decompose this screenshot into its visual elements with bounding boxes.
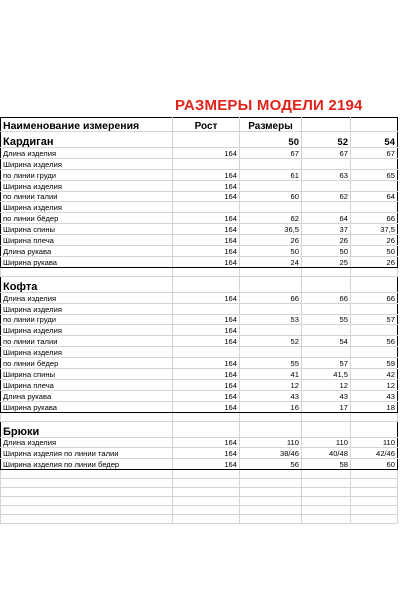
table-row: [1, 369, 398, 380]
empty-cell: [1, 479, 173, 488]
section-size: [240, 276, 302, 292]
height-value: [173, 202, 240, 213]
blank-row: [1, 412, 398, 421]
height-value: 164: [173, 224, 240, 235]
size-value: 54: [302, 336, 351, 347]
size-value: 17: [302, 401, 351, 412]
empty-grid-row: [1, 506, 398, 515]
table-row: [1, 437, 398, 448]
empty-cell: [173, 506, 240, 515]
table-row: [1, 358, 398, 369]
blank-cell: [1, 267, 173, 276]
height-value: 164: [173, 169, 240, 180]
measure-name: Ширина изделия: [1, 325, 173, 336]
measure-name: Ширина изделия по линии бедер: [1, 459, 173, 470]
size-value: 26: [351, 235, 398, 246]
section-size: [351, 421, 398, 437]
size-value: 61: [240, 169, 302, 180]
size-table-body: [1, 118, 398, 524]
blank-cell: [173, 267, 240, 276]
measure-name: Длина изделия: [1, 148, 173, 159]
height-value: 164: [173, 148, 240, 159]
size-value: [351, 180, 398, 191]
blank-cell: [302, 267, 351, 276]
size-value: 62: [240, 213, 302, 224]
header-empty: [351, 118, 398, 132]
blank-cell: [240, 267, 302, 276]
measure-name: Ширина спины: [1, 224, 173, 235]
height-value: 164: [173, 358, 240, 369]
empty-cell: [240, 488, 302, 497]
measure-name: по линии бёдер: [1, 358, 173, 369]
measure-name: по линии груди: [1, 169, 173, 180]
table-row: [1, 379, 398, 390]
size-value: 18: [351, 401, 398, 412]
height-value: 164: [173, 213, 240, 224]
measure-name: по линии талии: [1, 336, 173, 347]
size-value: [351, 158, 398, 169]
height-value: 164: [173, 180, 240, 191]
page-title: РАЗМЕРЫ МОДЕЛИ 2194: [175, 97, 363, 114]
empty-cell: [1, 515, 173, 524]
table-row: [1, 401, 398, 412]
size-value: 53: [240, 314, 302, 325]
table-row: [1, 448, 398, 459]
section-header: [1, 276, 398, 292]
section-name: Брюки: [1, 421, 173, 437]
table-row: [1, 213, 398, 224]
size-value: [351, 202, 398, 213]
size-value: [351, 325, 398, 336]
size-value: 56: [351, 336, 398, 347]
empty-cell: [173, 515, 240, 524]
empty-cell: [351, 515, 398, 524]
size-value: 43: [302, 390, 351, 401]
height-value: 164: [173, 325, 240, 336]
header-name: Наименование измерения: [1, 118, 173, 132]
size-value: 26: [351, 256, 398, 267]
size-value: 41: [240, 369, 302, 380]
empty-cell: [302, 497, 351, 506]
size-value: 43: [351, 390, 398, 401]
empty-cell: [351, 479, 398, 488]
size-value: 50: [302, 246, 351, 257]
size-value: 26: [302, 235, 351, 246]
size-value: [302, 202, 351, 213]
size-value: 50: [240, 246, 302, 257]
measure-name: Ширина плеча: [1, 235, 173, 246]
empty-cell: [173, 497, 240, 506]
measure-name: Длина рукава: [1, 246, 173, 257]
height-value: 164: [173, 459, 240, 470]
table-row: [1, 336, 398, 347]
section-size: [302, 421, 351, 437]
measure-name: Длина изделия: [1, 292, 173, 303]
measure-name: Ширина рукава: [1, 401, 173, 412]
section-size: [302, 276, 351, 292]
blank-cell: [351, 412, 398, 421]
height-value: 164: [173, 235, 240, 246]
empty-cell: [302, 470, 351, 479]
measure-name: Ширина спины: [1, 369, 173, 380]
measure-name: Ширина изделия: [1, 303, 173, 314]
section-name: Кардиган: [1, 132, 173, 148]
size-value: 58: [302, 459, 351, 470]
size-value: [302, 303, 351, 314]
table-row: [1, 325, 398, 336]
size-value: 24: [240, 256, 302, 267]
measure-name: Ширина изделия по линии талии: [1, 448, 173, 459]
empty-cell: [240, 515, 302, 524]
height-value: 164: [173, 390, 240, 401]
size-table: [0, 117, 398, 524]
empty-cell: [173, 470, 240, 479]
section-name: Кофта: [1, 276, 173, 292]
height-value: 164: [173, 256, 240, 267]
measure-name: Ширина изделия: [1, 347, 173, 358]
height-value: 164: [173, 379, 240, 390]
size-value: 59: [351, 358, 398, 369]
size-value: 26: [240, 235, 302, 246]
size-value: 50: [351, 246, 398, 257]
size-value: [240, 303, 302, 314]
size-value: [302, 158, 351, 169]
size-value: 41,5: [302, 369, 351, 380]
empty-cell: [1, 497, 173, 506]
size-value: 40/48: [302, 448, 351, 459]
size-value: 12: [351, 379, 398, 390]
empty-cell: [351, 470, 398, 479]
height-value: 164: [173, 448, 240, 459]
size-value: 36,5: [240, 224, 302, 235]
blank-cell: [351, 267, 398, 276]
empty-grid-row: [1, 488, 398, 497]
blank-cell: [302, 412, 351, 421]
size-value: 66: [351, 292, 398, 303]
table-row: [1, 224, 398, 235]
section-header: [1, 421, 398, 437]
height-value: [173, 347, 240, 358]
empty-cell: [302, 479, 351, 488]
size-value: 110: [240, 437, 302, 448]
size-value: 25: [302, 256, 351, 267]
size-value: 56: [240, 459, 302, 470]
size-value: 63: [302, 169, 351, 180]
table-row: [1, 180, 398, 191]
header-row: [1, 118, 398, 132]
empty-grid-row: [1, 479, 398, 488]
measure-name: по линии груди: [1, 314, 173, 325]
empty-cell: [173, 479, 240, 488]
blank-row: [1, 267, 398, 276]
size-value: 67: [302, 148, 351, 159]
size-value: [302, 347, 351, 358]
table-row: [1, 191, 398, 202]
blank-cell: [1, 412, 173, 421]
size-value: [240, 180, 302, 191]
section-height: [173, 132, 240, 148]
empty-cell: [1, 488, 173, 497]
measure-name: Длина рукава: [1, 390, 173, 401]
size-value: 57: [302, 358, 351, 369]
blank-cell: [173, 412, 240, 421]
table-row: [1, 158, 398, 169]
height-value: 164: [173, 336, 240, 347]
measure-name: Ширина рукава: [1, 256, 173, 267]
table-row: [1, 390, 398, 401]
size-value: [351, 303, 398, 314]
size-value: [302, 325, 351, 336]
size-value: [351, 347, 398, 358]
height-value: 164: [173, 401, 240, 412]
size-value: 64: [351, 191, 398, 202]
size-value: 16: [240, 401, 302, 412]
section-size: [351, 276, 398, 292]
size-value: 66: [240, 292, 302, 303]
measure-name: Ширина изделия: [1, 158, 173, 169]
size-value: 67: [240, 148, 302, 159]
table-row: [1, 256, 398, 267]
size-value: 12: [302, 379, 351, 390]
height-value: 164: [173, 314, 240, 325]
size-value: [240, 202, 302, 213]
empty-cell: [240, 470, 302, 479]
size-value: [240, 325, 302, 336]
blank-cell: [240, 412, 302, 421]
size-value: 67: [351, 148, 398, 159]
size-value: [240, 347, 302, 358]
empty-cell: [240, 479, 302, 488]
size-value: 52: [240, 336, 302, 347]
empty-cell: [302, 506, 351, 515]
size-value: 37: [302, 224, 351, 235]
measure-name: Длина изделия: [1, 437, 173, 448]
empty-cell: [173, 488, 240, 497]
size-value: 60: [240, 191, 302, 202]
height-value: 164: [173, 191, 240, 202]
height-value: [173, 158, 240, 169]
section-size: 50: [240, 132, 302, 148]
empty-cell: [351, 488, 398, 497]
empty-cell: [302, 515, 351, 524]
empty-cell: [240, 497, 302, 506]
header-empty: [302, 118, 351, 132]
size-value: 60: [351, 459, 398, 470]
size-value: 12: [240, 379, 302, 390]
section-size: [240, 421, 302, 437]
empty-cell: [302, 488, 351, 497]
header-sizes: Размеры: [240, 118, 302, 132]
size-value: 55: [240, 358, 302, 369]
size-value: [302, 180, 351, 191]
empty-cell: [351, 506, 398, 515]
section-height: [173, 276, 240, 292]
table-row: [1, 148, 398, 159]
height-value: 164: [173, 369, 240, 380]
measure-name: Ширина изделия: [1, 202, 173, 213]
size-value: 62: [302, 191, 351, 202]
height-value: [173, 303, 240, 314]
table-row: [1, 246, 398, 257]
size-value: 110: [351, 437, 398, 448]
size-value: 57: [351, 314, 398, 325]
size-value: 43: [240, 390, 302, 401]
section-size: 54: [351, 132, 398, 148]
size-value: 64: [302, 213, 351, 224]
size-value: 66: [302, 292, 351, 303]
header-height: Рост: [173, 118, 240, 132]
height-value: 164: [173, 292, 240, 303]
table-row: [1, 459, 398, 470]
table-row: [1, 235, 398, 246]
empty-cell: [1, 506, 173, 515]
measure-name: по линии бёдер: [1, 213, 173, 224]
size-value: [240, 158, 302, 169]
size-value: 55: [302, 314, 351, 325]
section-size: 52: [302, 132, 351, 148]
size-value: 38/46: [240, 448, 302, 459]
size-value: 42: [351, 369, 398, 380]
height-value: 164: [173, 437, 240, 448]
empty-cell: [1, 470, 173, 479]
empty-grid-row: [1, 515, 398, 524]
size-value: 110: [302, 437, 351, 448]
empty-cell: [351, 497, 398, 506]
empty-grid-row: [1, 497, 398, 506]
table-row: [1, 292, 398, 303]
empty-grid-row: [1, 470, 398, 479]
section-height: [173, 421, 240, 437]
section-header: [1, 132, 398, 148]
measure-name: по линии талии: [1, 191, 173, 202]
table-row: [1, 314, 398, 325]
size-value: 66: [351, 213, 398, 224]
size-value: 42/46: [351, 448, 398, 459]
measure-name: Ширина плеча: [1, 379, 173, 390]
measure-name: Ширина изделия: [1, 180, 173, 191]
size-value: 65: [351, 169, 398, 180]
height-value: 164: [173, 246, 240, 257]
table-row: [1, 347, 398, 358]
size-value: 37,5: [351, 224, 398, 235]
table-row: [1, 303, 398, 314]
empty-cell: [240, 506, 302, 515]
table-row: [1, 202, 398, 213]
table-row: [1, 169, 398, 180]
